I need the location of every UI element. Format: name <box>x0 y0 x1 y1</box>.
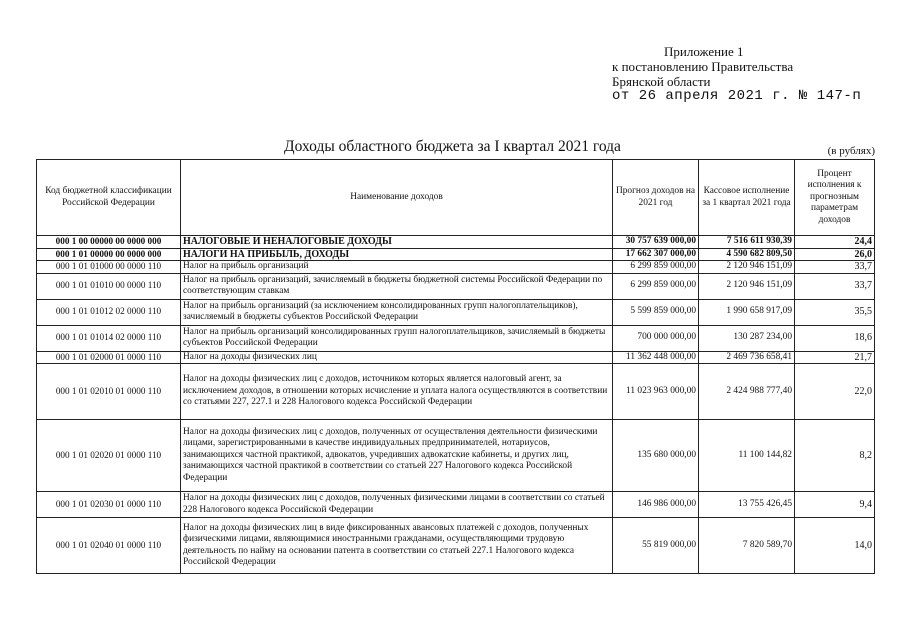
row-actual: 13 755 426,45 <box>699 492 795 518</box>
row-actual: 11 100 144,82 <box>699 420 795 492</box>
row-code: 000 1 01 02010 01 0000 110 <box>37 364 181 420</box>
revenue-table <box>36 159 875 574</box>
row-percent: 26,0 <box>795 248 875 261</box>
row-percent: 22,0 <box>795 364 875 420</box>
row-percent: 21,7 <box>795 351 875 364</box>
document-title: Доходы областного бюджета за I квартал 2021 года <box>284 138 621 155</box>
table-row <box>37 299 875 325</box>
row-actual: 7 516 611 930,39 <box>699 236 795 249</box>
table-row <box>37 248 875 261</box>
row-percent: 14,0 <box>795 518 875 574</box>
row-code: 000 1 01 00000 00 0000 000 <box>37 248 181 261</box>
units-label: (в рублях) <box>827 145 875 157</box>
row-actual: 2 424 988 777,40 <box>699 364 795 420</box>
appendix-title: Приложение 1 <box>664 44 744 59</box>
row-percent: 9,4 <box>795 492 875 518</box>
row-code: 000 1 01 02000 01 0000 110 <box>37 351 181 364</box>
header-actual: Кассовое исполнение за 1 квартал 2021 года <box>699 160 795 236</box>
table-row <box>37 364 875 420</box>
header-percent: Процент исполнения к прогнозным параметрам доходов <box>795 160 875 236</box>
row-name: Налог на доходы физических лиц в виде фиксированных авансовых платежей с доходов, полученных физическими лицами, являющимися иностранными гражданами, осуществляющими трудовую деятельность по найму на основании патента в соответствии со статьей 227.1 Налогового кодекса Российской Федерации <box>181 518 613 574</box>
row-percent: 33,7 <box>795 273 875 299</box>
table-row <box>37 236 875 249</box>
row-actual: 130 287 234,00 <box>699 325 795 351</box>
row-percent: 35,5 <box>795 299 875 325</box>
row-code: 000 1 01 02020 01 0000 110 <box>37 420 181 492</box>
row-percent: 18,6 <box>795 325 875 351</box>
row-code: 000 1 01 01012 02 0000 110 <box>37 299 181 325</box>
row-code: 000 1 01 02030 01 0000 110 <box>37 492 181 518</box>
table-row <box>37 273 875 299</box>
row-name: НАЛОГОВЫЕ И НЕНАЛОГОВЫЕ ДОХОДЫ <box>181 236 613 249</box>
row-name: Налог на прибыль организаций, зачисляемый в бюджеты бюджетной системы Российской Федерации по соответствующим ставкам <box>181 273 613 299</box>
table-row <box>37 325 875 351</box>
row-actual: 7 820 589,70 <box>699 518 795 574</box>
table-row <box>37 261 875 274</box>
row-name: Налог на доходы физических лиц с доходов, полученных от осуществления деятельности физическими лицами, зарегистрированными в качестве индивидуальных предпринимателей, нотариусов, занимающихся частной практикой, адвокатов, учредивших адвокатские кабинеты, и других лиц, занимающихся частной практикой в соответствии со статьей 227 Налогового кодекса Российской Федерации <box>181 420 613 492</box>
row-name: Налог на прибыль организаций <box>181 261 613 274</box>
row-name: НАЛОГИ НА ПРИБЫЛЬ, ДОХОДЫ <box>181 248 613 261</box>
row-forecast: 5 599 859 000,00 <box>613 299 699 325</box>
row-code: 000 1 01 01000 00 0000 110 <box>37 261 181 274</box>
row-code: 000 1 00 00000 00 0000 000 <box>37 236 181 249</box>
row-name: Налог на прибыль организаций консолидированных групп налогоплательщиков, зачисляемый в бюджеты субъектов Российской Федерации <box>181 325 613 351</box>
row-code: 000 1 01 01014 02 0000 110 <box>37 325 181 351</box>
row-actual: 4 590 682 809,50 <box>699 248 795 261</box>
appendix-region: Брянской области <box>612 74 711 89</box>
row-forecast: 700 000 000,00 <box>613 325 699 351</box>
row-name: Налог на доходы физических лиц с доходов, источником которых является налоговый агент, за исключением доходов, в отношении которых исчисление и уплата налога осуществляются в соответствии со статьями 227, 227.1 и 228 Налогового кодекса Российской Федерации <box>181 364 613 420</box>
row-name: Налог на доходы физических лиц <box>181 351 613 364</box>
table-header-row <box>37 160 875 236</box>
appendix-block <box>612 44 861 104</box>
row-forecast: 11 023 963 000,00 <box>613 364 699 420</box>
row-actual: 2 469 736 658,41 <box>699 351 795 364</box>
row-code: 000 1 01 01010 00 0000 110 <box>37 273 181 299</box>
row-name: Налог на прибыль организаций (за исключением консолидированных групп налогоплательщиков), зачисляемый в бюджеты субъектов Российской Федерации <box>181 299 613 325</box>
row-forecast: 17 662 307 000,00 <box>613 248 699 261</box>
row-percent: 24,4 <box>795 236 875 249</box>
row-forecast: 6 299 859 000,00 <box>613 261 699 274</box>
appendix-date: от 26 апреля 2021 г. № 147-п <box>612 88 862 104</box>
row-forecast: 135 680 000,00 <box>613 420 699 492</box>
row-percent: 33,7 <box>795 261 875 274</box>
table-row <box>37 351 875 364</box>
row-percent: 8,2 <box>795 420 875 492</box>
row-code: 000 1 01 02040 01 0000 110 <box>37 518 181 574</box>
row-forecast: 55 819 000,00 <box>613 518 699 574</box>
table-row <box>37 492 875 518</box>
table-row <box>37 518 875 574</box>
row-name: Налог на доходы физических лиц с доходов, полученных физическими лицами в соответствии со статьей 228 Налогового кодекса Российской Федерации <box>181 492 613 518</box>
row-forecast: 146 986 000,00 <box>613 492 699 518</box>
appendix-resolution: к постановлению Правительства <box>612 59 794 74</box>
table-row <box>37 420 875 492</box>
row-actual: 1 990 658 917,09 <box>699 299 795 325</box>
row-forecast: 6 299 859 000,00 <box>613 273 699 299</box>
row-actual: 2 120 946 151,09 <box>699 261 795 274</box>
header-name: Наименование доходов <box>181 160 613 236</box>
header-code: Код бюджетной классификации Российской Федерации <box>37 160 181 236</box>
row-actual: 2 120 946 151,09 <box>699 273 795 299</box>
row-forecast: 30 757 639 000,00 <box>613 236 699 249</box>
header-forecast: Прогноз доходов на 2021 год <box>613 160 699 236</box>
row-forecast: 11 362 448 000,00 <box>613 351 699 364</box>
